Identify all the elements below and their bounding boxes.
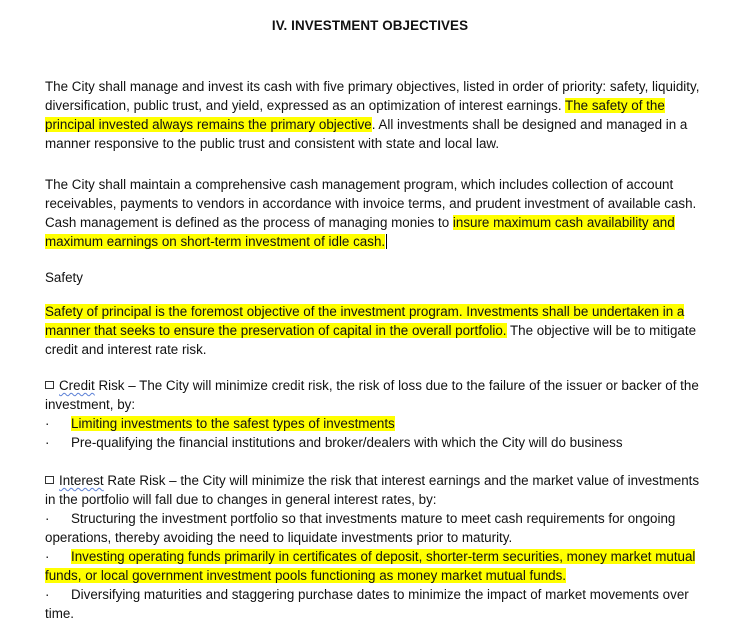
list-item: · Diversifying maturities and staggering purchase dates to minimize the impact of market movements over time. — [45, 587, 689, 621]
checkbox-icon[interactable] — [45, 476, 54, 484]
highlight-primary-objective: The safety of the principal invested always remains the primary objective — [45, 98, 665, 132]
paragraph-objectives: The City shall manage and invest its cash with five primary objectives, listed in order of priority: safety, liquidity, diversification, public trust, and yield, expressed as an optimization of interest earnings. The safety of the principal invested always remains the primary objective. All investments shall be designed and managed in a manner responsive to the public trust and consistent with state and local law. — [45, 79, 700, 151]
highlight-cash-availability: insure maximum cash availability and maximum earnings on short-term investment of idle cash. — [45, 215, 675, 249]
bullet-icon: · — [45, 416, 50, 431]
list-item: · Limiting investments to the safest types of investments — [45, 416, 395, 431]
bullet-icon: · — [45, 435, 50, 450]
highlight-safety-of-principal: Safety of principal is the foremost objective of the investment program. Investments shall be undertaken in a manner that seeks to ensure the preservation of capital in the overall portfolio. — [45, 304, 685, 338]
heading-safety: Safety — [45, 270, 83, 285]
bullet-icon: · — [45, 587, 50, 602]
bullet-icon: · — [45, 511, 50, 526]
paragraph-credit-risk: Credit Risk – The City will minimize credit risk, the risk of loss due to the failure of the issuer or backer of the investment, by: — [45, 378, 699, 412]
bullet-icon: · — [45, 549, 50, 564]
list-item: · Structuring the investment portfolio so that investments mature to meet cash requirements for ongoing operations, thereby avoiding the need to liquidate investments prior to maturity. — [45, 511, 676, 545]
checkbox-icon[interactable] — [45, 381, 54, 389]
paragraph-interest-rate-risk: Interest Rate Risk – the City will minimize the risk that interest earnings and the market value of investments in the portfolio will fall due to changes in general interest rates, by: — [45, 473, 700, 507]
list-item: · Pre-qualifying the financial institutions and broker/dealers with which the City will do business — [45, 435, 623, 450]
list-item: · Investing operating funds primarily in certificates of deposit, shorter-term securities, money market mutual funds, or local government investment pools functioning as money market mutual funds. — [45, 549, 696, 583]
paragraph-cash-management: The City shall maintain a comprehensive cash management program, which includes collection of account receivables, payments to vendors in accordance with invoice terms, and prudent investment of available cash. Cash management is defined as the process of managing monies to insure maximum cash availability and maximum earnings on short-term investment of idle cash. — [45, 177, 697, 249]
spellcheck-word[interactable]: Credit — [59, 378, 95, 393]
paragraph-safety: Safety of principal is the foremost objective of the investment program. Investments shall be undertaken in a manner that seeks to ensure the preservation of capital in the overall portfolio. The objective will be to mitigate credit and interest rate risk. — [45, 304, 697, 357]
spellcheck-word[interactable]: Interest — [59, 473, 104, 488]
section-title: IV. INVESTMENT OBJECTIVES — [271, 18, 469, 33]
text-cursor — [386, 234, 387, 249]
